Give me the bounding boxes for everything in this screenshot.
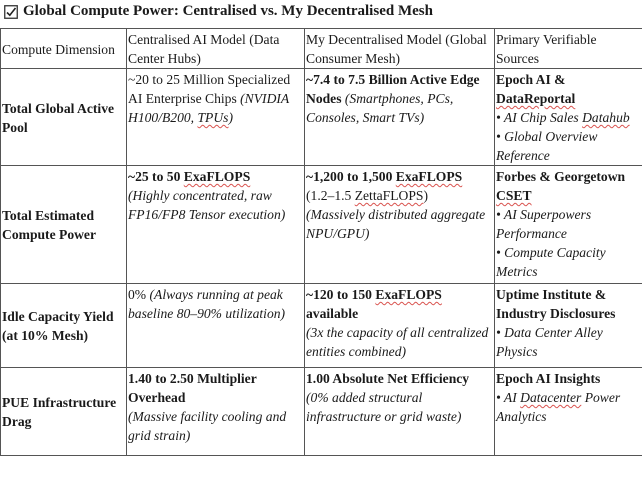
table-row	[1, 69, 642, 166]
dimension-cell: Idle Capacity Yield (at 10% Mesh)	[1, 284, 127, 368]
source-title: Epoch AI & DataReportal	[496, 72, 576, 106]
decentralised-detail: (3x the capacity of all centralized entities combined)	[306, 325, 489, 359]
table-row	[1, 284, 642, 368]
source-item: • Global Overview Reference	[496, 129, 598, 163]
centralised-cell	[127, 284, 305, 368]
comparison-table	[0, 28, 642, 456]
decentralised-cell	[305, 368, 495, 456]
centralised-detail: (Highly concentrated, raw FP16/FP8 Tensor execution)	[128, 188, 286, 222]
centralised-detail: (NVIDIA H100/B200, TPUs)	[128, 91, 289, 125]
source-cell	[495, 368, 642, 456]
decentralised-cell	[305, 166, 495, 284]
table-row	[1, 166, 642, 284]
centralised-lead: 0%	[128, 287, 147, 302]
centralised-lead: 1.40 to 2.50 Multiplier Overhead	[128, 371, 257, 405]
decentralised-detail: (0% added structural infrastructure or grid waste)	[306, 390, 462, 424]
source-title: Epoch AI Insights	[496, 371, 601, 386]
header-row	[1, 29, 642, 69]
decentralised-sub: (1.2–1.5 ZettaFLOPS)	[306, 188, 428, 203]
decentralised-detail: (Smartphones, PCs, Consoles, Smart TVs)	[306, 91, 454, 125]
decentralised-cell	[305, 69, 495, 166]
centralised-lead: ~20 to 25 Million Specialized AI Enterprise Chips	[128, 72, 291, 106]
source-item: • AI Datacenter Power Analytics	[496, 390, 621, 424]
source-cell	[495, 166, 642, 284]
header-decentralised-model: My Decentralised Model (Global Consumer Mesh)	[305, 29, 495, 69]
source-item: • Data Center Alley Physics	[496, 325, 603, 359]
centralised-detail: (Always running at peak baseline 80–90% utilization)	[128, 287, 286, 321]
page-title-text: Global Compute Power: Centralised vs. My Decentralised Mesh	[23, 2, 433, 19]
decentralised-lead: ~1,200 to 1,500 ExaFLOPS	[306, 169, 463, 184]
checkbox-icon	[4, 5, 18, 19]
centralised-cell	[127, 166, 305, 284]
table-header	[1, 29, 642, 69]
header-sources: Primary Verifiable Sources	[495, 29, 642, 69]
dimension-cell: PUE Infrastructure Drag	[1, 368, 127, 456]
decentralised-lead: ~7.4 to 7.5 Billion Active Edge Nodes	[306, 72, 480, 106]
source-cell	[495, 284, 642, 368]
header-compute-dimension: Compute Dimension	[1, 29, 127, 69]
centralised-cell	[127, 69, 305, 166]
table-row	[1, 368, 642, 456]
dimension-cell: Total Global Active Pool	[1, 69, 127, 166]
source-item: • AI Superpowers Performance	[496, 207, 592, 241]
source-cell	[495, 69, 642, 166]
decentralised-lead: ~120 to 150 ExaFLOPS available	[306, 287, 442, 321]
decentralised-detail: (Massively distributed aggregate NPU/GPU)	[306, 207, 486, 241]
source-title: Uptime Institute & Industry Disclosures	[496, 287, 616, 321]
decentralised-cell	[305, 284, 495, 368]
centralised-detail: (Massive facility cooling and grid strain)	[128, 409, 287, 443]
centralised-lead: ~25 to 50 ExaFLOPS	[128, 169, 251, 184]
source-item: • AI Chip Sales Datahub	[496, 110, 630, 125]
source-item: • Compute Capacity Metrics	[496, 245, 606, 279]
header-centralised-model: Centralised AI Model (Data Center Hubs)	[127, 29, 305, 69]
page-title	[4, 0, 433, 22]
source-title: Forbes & Georgetown CSET	[496, 169, 626, 203]
dimension-cell: Total Estimated Compute Power	[1, 166, 127, 284]
decentralised-lead: 1.00 Absolute Net Efficiency	[306, 371, 470, 386]
centralised-cell	[127, 368, 305, 456]
